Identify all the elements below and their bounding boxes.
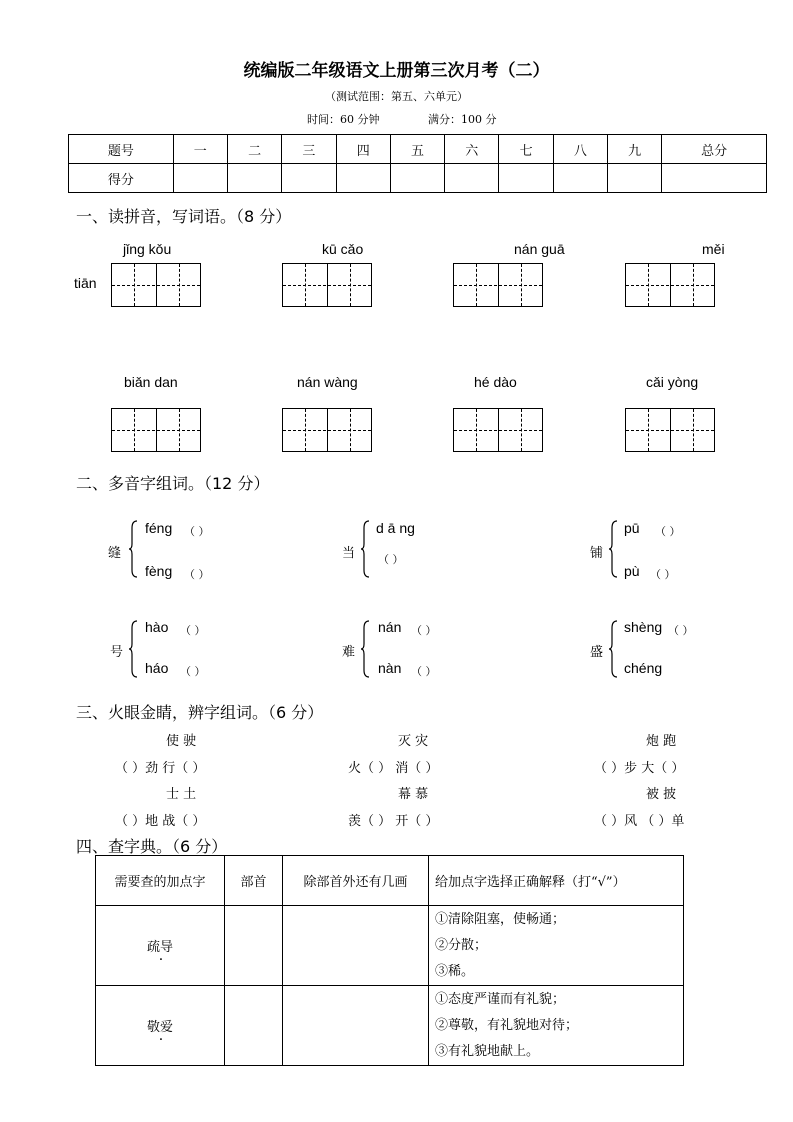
- writing-grid[interactable]: [282, 263, 372, 307]
- score-header-cell: 九: [608, 135, 662, 164]
- writing-grid[interactable]: [282, 408, 372, 452]
- answer-blank[interactable]: （ ）: [184, 568, 210, 581]
- brace-icon: [128, 520, 138, 578]
- char-pair: 幕 慕: [398, 787, 429, 802]
- dict-header-cell: 需要查的加点字: [96, 856, 225, 906]
- pinyin: shèng: [624, 619, 663, 635]
- writing-grid[interactable]: [625, 408, 715, 452]
- answer-blank[interactable]: （ ）: [668, 624, 694, 637]
- pinyin: cǎi yòng: [646, 374, 699, 390]
- pinyin: měi: [702, 241, 725, 257]
- dictionary-table: [95, 855, 684, 1066]
- score-row: [69, 164, 767, 193]
- explanation-cell: [429, 906, 684, 986]
- pinyin: nàn: [378, 660, 402, 676]
- score-input-cell[interactable]: [173, 164, 227, 193]
- pinyin: d ā ng: [376, 520, 415, 536]
- score-header-cell: 五: [390, 135, 444, 164]
- full-score-label: 满分：100 分: [428, 113, 497, 126]
- dict-header-cell: 给加点字选择正确解释（打“√”）: [429, 856, 684, 906]
- explanation-option[interactable]: ②分散；: [435, 937, 488, 953]
- word-blanks[interactable]: （ ）风 （ ）单: [594, 814, 685, 829]
- dict-word: 疏导: [146, 940, 173, 955]
- answer-blank[interactable]: （ ）: [378, 553, 404, 566]
- pinyin: pù: [624, 563, 640, 579]
- polyphone-char: 难: [342, 645, 356, 660]
- score-header-cell: 一: [173, 135, 227, 164]
- writing-grid[interactable]: [453, 408, 543, 452]
- pinyin: féng: [145, 520, 173, 536]
- score-header-cell: 八: [553, 135, 607, 164]
- dict-header-row: [96, 856, 684, 906]
- stroke-count-input-cell[interactable]: [283, 906, 429, 986]
- score-input-cell[interactable]: [608, 164, 662, 193]
- word-blanks[interactable]: （ ）步 大（ ）: [594, 761, 685, 776]
- brace-icon: [608, 520, 618, 578]
- brace-icon: [128, 620, 138, 678]
- section3-heading: 三、火眼金睛，辨字组词。（6 分）: [76, 703, 324, 722]
- writing-grid[interactable]: [625, 263, 715, 307]
- score-table: [68, 134, 767, 193]
- test-scope: （测试范围：第五、六单元）: [325, 90, 468, 103]
- radical-input-cell[interactable]: [225, 986, 283, 1066]
- writing-grid[interactable]: [453, 263, 543, 307]
- score-header-cell: 总分: [662, 135, 767, 164]
- explanation-option[interactable]: ③有礼貌地献上。: [435, 1043, 540, 1059]
- explanation-option[interactable]: ③稀。: [435, 963, 475, 979]
- pinyin: fèng: [145, 563, 173, 579]
- section2-heading: 二、多音字组词。（12 分）: [76, 474, 270, 493]
- pinyin: biǎn dan: [124, 374, 178, 390]
- score-header-row: [69, 135, 767, 164]
- explanation-cell: [429, 986, 684, 1066]
- score-input-cell[interactable]: [445, 164, 499, 193]
- char-pair: 灭 灾: [398, 734, 429, 749]
- polyphone-char: 缝: [108, 546, 122, 561]
- score-row-label: 得分: [69, 164, 174, 193]
- explanation-option[interactable]: ①态度严谨而有礼貌；: [435, 991, 566, 1007]
- polyphone-char: 盛: [590, 645, 604, 660]
- score-input-cell[interactable]: [227, 164, 281, 193]
- score-input-cell[interactable]: [336, 164, 390, 193]
- answer-blank[interactable]: （ ）: [411, 665, 437, 678]
- score-header-cell: 题号: [69, 135, 174, 164]
- answer-blank[interactable]: （ ）: [650, 568, 676, 581]
- pinyin: tiān: [74, 275, 97, 291]
- section4-heading: 四、查字典。（6 分）: [76, 837, 228, 856]
- score-header-cell: 七: [499, 135, 553, 164]
- pinyin: hào: [145, 619, 169, 635]
- pinyin: chéng: [624, 660, 663, 676]
- page-title: 统编版二年级语文上册第三次月考（二）: [243, 61, 550, 81]
- score-header-cell: 二: [227, 135, 281, 164]
- word-blanks[interactable]: （ ）劲 行（ ）: [115, 761, 206, 776]
- writing-grid[interactable]: [111, 263, 201, 307]
- brace-icon: [608, 620, 618, 678]
- score-header-cell: 四: [336, 135, 390, 164]
- pinyin: nán wàng: [297, 374, 358, 390]
- dict-word: 敬爱: [146, 1020, 173, 1035]
- word-blanks[interactable]: 羡（ ） 开（ ）: [348, 814, 439, 829]
- pinyin: nán: [378, 619, 402, 635]
- pinyin: hé dào: [474, 374, 517, 390]
- dict-row: [96, 906, 684, 986]
- pinyin: jǐng kǒu: [123, 241, 172, 257]
- answer-blank[interactable]: （ ）: [180, 665, 206, 678]
- writing-grid[interactable]: [111, 408, 201, 452]
- score-input-cell[interactable]: [662, 164, 767, 193]
- dict-header-cell: 除部首外还有几画: [283, 856, 429, 906]
- score-input-cell[interactable]: [390, 164, 444, 193]
- section1-heading: 一、读拼音，写词语。（8 分）: [76, 207, 292, 226]
- word-blanks[interactable]: （ ）地 战（ ）: [115, 814, 206, 829]
- pinyin: kū cǎo: [322, 241, 364, 257]
- answer-blank[interactable]: （ ）: [655, 525, 681, 538]
- word-blanks[interactable]: 火（ ） 消（ ）: [348, 761, 439, 776]
- time-label: 时间：60 分钟: [307, 113, 380, 126]
- score-header-cell: 六: [445, 135, 499, 164]
- explanation-option[interactable]: ②尊敬，有礼貌地对待；: [435, 1017, 579, 1033]
- explanation-option[interactable]: ①清除阻塞，使畅通；: [435, 911, 566, 927]
- stroke-count-input-cell[interactable]: [283, 986, 429, 1066]
- pinyin: háo: [145, 660, 169, 676]
- radical-input-cell[interactable]: [225, 906, 283, 986]
- score-input-cell[interactable]: [282, 164, 336, 193]
- char-pair: 被 披: [646, 787, 677, 802]
- brace-icon: [360, 520, 370, 578]
- char-pair: 炮 跑: [646, 734, 677, 749]
- score-header-cell: 三: [282, 135, 336, 164]
- char-pair: 士 土: [166, 787, 197, 802]
- score-input-cell[interactable]: [553, 164, 607, 193]
- polyphone-char: 号: [110, 645, 124, 660]
- pinyin: pū: [624, 520, 640, 536]
- pinyin: nán guā: [514, 241, 565, 257]
- dict-header-cell: 部首: [225, 856, 283, 906]
- dict-row: [96, 986, 684, 1066]
- answer-blank[interactable]: （ ）: [184, 525, 210, 538]
- score-input-cell[interactable]: [499, 164, 553, 193]
- brace-icon: [360, 620, 370, 678]
- answer-blank[interactable]: （ ）: [180, 624, 206, 637]
- answer-blank[interactable]: （ ）: [411, 624, 437, 637]
- char-pair: 使 驶: [166, 734, 197, 749]
- polyphone-char: 当: [342, 546, 356, 561]
- polyphone-char: 铺: [590, 546, 604, 561]
